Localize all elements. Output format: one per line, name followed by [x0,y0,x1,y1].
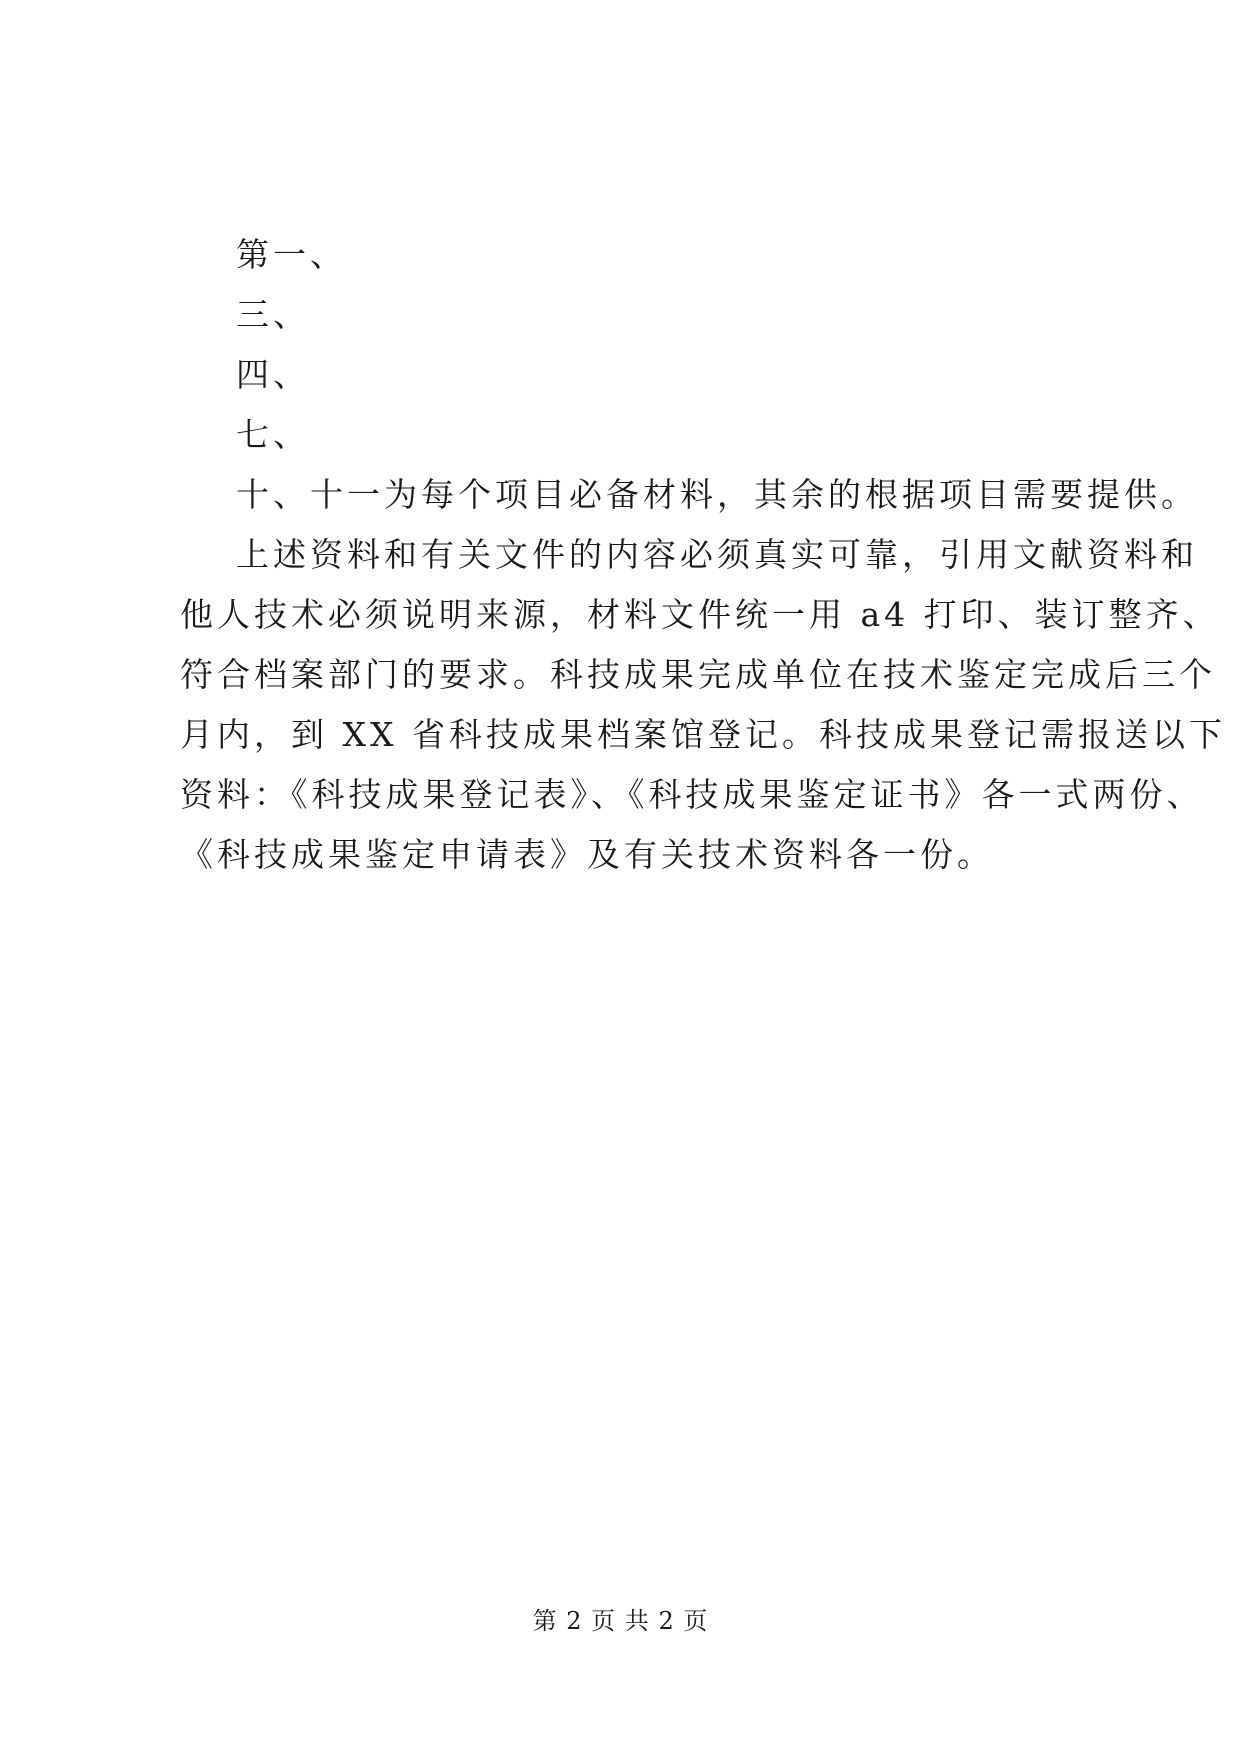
paragraph-line: 他人技术必须说明来源，材料文件统一用 a4 打印、装订整齐、 [180,595,1220,634]
list-item: 三、 [236,295,310,334]
list-item: 四、 [236,355,310,394]
list-item: 第一、 [236,235,347,274]
paragraph-line: 资料：《科技成果登记表》、《科技成果鉴定证书》各一式两份、 [180,775,1204,814]
document-body [180,225,1226,885]
paragraph-line: 符合档案部门的要求。科技成果完成单位在技术鉴定完成后三个 [180,655,1216,694]
paragraph-line: 月内，到 XX 省科技成果档案馆登记。科技成果登记需报送以下 [180,715,1226,754]
paragraph-line: 上述资料和有关文件的内容必须真实可靠，引用文献资料和 [236,535,1198,574]
paragraph-line: 《科技成果鉴定申请表》及有关技术资料各一份。 [180,835,994,874]
list-item: 十、十一为每个项目必备材料，其余的根据项目需要提供。 [236,475,1198,514]
list-item: 七、 [236,415,310,454]
page-number-footer: 第 2 页 共 2 页 [532,1607,709,1635]
